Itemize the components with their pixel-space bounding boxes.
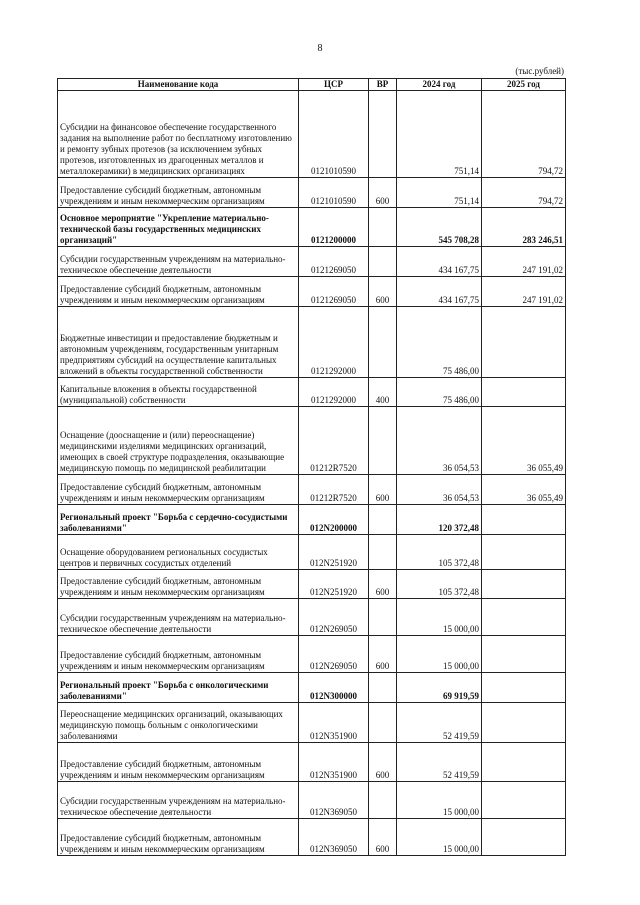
row-name-cell: Переоснащение медицинских организаций, оказывающих медицинскую помощь больным с онкологическими заболеваниями bbox=[58, 703, 299, 743]
row-2025-cell bbox=[482, 535, 566, 570]
row-2024-cell: 69 919,59 bbox=[397, 673, 482, 703]
row-2025-cell bbox=[482, 819, 566, 856]
row-csr-cell: 012N351900 bbox=[299, 743, 369, 782]
row-csr-cell: 012N269050 bbox=[299, 599, 369, 636]
row-name-cell: Субсидии государственным учреждениям на материально-техническое обеспечение деятельности bbox=[58, 247, 299, 277]
row-2024-cell: 105 372,48 bbox=[397, 535, 482, 570]
table-row bbox=[58, 782, 566, 819]
row-vr-cell: 600 bbox=[369, 475, 397, 505]
row-csr-cell: 01212R7520 bbox=[299, 475, 369, 505]
row-2025-cell bbox=[482, 636, 566, 673]
row-2025-cell bbox=[482, 673, 566, 703]
row-name-cell: Предоставление субсидий бюджетным, автономным учреждениям и иным некоммерческим организациям bbox=[58, 277, 299, 307]
row-csr-cell: 012N269050 bbox=[299, 636, 369, 673]
row-csr-cell: 0121269050 bbox=[299, 247, 369, 277]
row-name-cell: Субсидии государственным учреждениям на материально-техническое обеспечение деятельности bbox=[58, 782, 299, 819]
row-2025-cell: 36 055,49 bbox=[482, 407, 566, 475]
table-row bbox=[58, 277, 566, 307]
row-vr-cell bbox=[369, 703, 397, 743]
table-row bbox=[58, 91, 566, 178]
row-2025-cell: 36 055,49 bbox=[482, 475, 566, 505]
row-2024-cell: 434 167,75 bbox=[397, 277, 482, 307]
row-name-cell: Бюджетные инвестиции и предоставление бюджетным и автономным учреждениям, государственным унитарным предприятиям субсидий на осуществление капитальных вложений в объекты государственной собственности bbox=[58, 307, 299, 378]
table-header-row bbox=[58, 79, 566, 91]
row-vr-cell bbox=[369, 208, 397, 247]
page-number: 8 bbox=[317, 43, 323, 54]
table-row bbox=[58, 819, 566, 856]
row-2024-cell: 120 372,48 bbox=[397, 505, 482, 535]
row-vr-cell bbox=[369, 307, 397, 378]
row-2024-cell: 36 054,53 bbox=[397, 407, 482, 475]
row-csr-cell: 012N200000 bbox=[299, 505, 369, 535]
header-csr: ЦСР bbox=[299, 79, 369, 91]
row-2024-cell: 545 708,28 bbox=[397, 208, 482, 247]
row-vr-cell: 600 bbox=[369, 570, 397, 599]
row-name-cell: Предоставление субсидий бюджетным, автономным учреждениям и иным некоммерческим организациям bbox=[58, 636, 299, 673]
row-2024-cell: 52 419,59 bbox=[397, 703, 482, 743]
row-2024-cell: 15 000,00 bbox=[397, 782, 482, 819]
row-2025-cell bbox=[482, 703, 566, 743]
unit-note: (тыс.рублей) bbox=[515, 66, 564, 76]
row-2024-cell: 105 372,48 bbox=[397, 570, 482, 599]
row-name-cell: Капитальные вложения в объекты государственной (муниципальной) собственности bbox=[58, 378, 299, 407]
row-2024-cell: 52 419,59 bbox=[397, 743, 482, 782]
row-2025-cell: 794,72 bbox=[482, 91, 566, 178]
table-row bbox=[58, 673, 566, 703]
row-csr-cell: 0121292000 bbox=[299, 378, 369, 407]
row-2025-cell bbox=[482, 307, 566, 378]
row-vr-cell: 600 bbox=[369, 743, 397, 782]
header-2025: 2025 год bbox=[482, 79, 566, 91]
table-row bbox=[58, 570, 566, 599]
row-2025-cell bbox=[482, 782, 566, 819]
row-2025-cell: 247 191,02 bbox=[482, 277, 566, 307]
header-name: Наименование кода bbox=[58, 79, 299, 91]
row-name-cell: Предоставление субсидий бюджетным, автономным учреждениям и иным некоммерческим организациям bbox=[58, 819, 299, 856]
row-2024-cell: 751,14 bbox=[397, 178, 482, 208]
row-csr-cell: 012N251920 bbox=[299, 570, 369, 599]
table-row bbox=[58, 703, 566, 743]
table-row bbox=[58, 208, 566, 247]
table-row bbox=[58, 407, 566, 475]
row-vr-cell bbox=[369, 535, 397, 570]
row-csr-cell: 012N251920 bbox=[299, 535, 369, 570]
row-vr-cell bbox=[369, 407, 397, 475]
row-2024-cell: 434 167,75 bbox=[397, 247, 482, 277]
row-2025-cell bbox=[482, 378, 566, 407]
row-name-cell: Основное мероприятие "Укрепление материально-технической базы государственных медицинских организаций" bbox=[58, 208, 299, 247]
header-vr: ВР bbox=[369, 79, 397, 91]
row-vr-cell: 400 bbox=[369, 378, 397, 407]
row-2025-cell bbox=[482, 599, 566, 636]
row-vr-cell: 600 bbox=[369, 819, 397, 856]
row-csr-cell: 0121010590 bbox=[299, 91, 369, 178]
row-vr-cell bbox=[369, 782, 397, 819]
row-name-cell: Предоставление субсидий бюджетным, автономным учреждениям и иным некоммерческим организациям bbox=[58, 743, 299, 782]
table-row bbox=[58, 475, 566, 505]
row-csr-cell: 012N300000 bbox=[299, 673, 369, 703]
row-2024-cell: 75 486,00 bbox=[397, 378, 482, 407]
header-2024: 2024 год bbox=[397, 79, 482, 91]
row-csr-cell: 0121269050 bbox=[299, 277, 369, 307]
table-row bbox=[58, 505, 566, 535]
row-name-cell: Региональный проект "Борьба с онкологическими заболеваниями" bbox=[58, 673, 299, 703]
row-vr-cell: 600 bbox=[369, 277, 397, 307]
row-vr-cell: 600 bbox=[369, 636, 397, 673]
row-csr-cell: 012N351900 bbox=[299, 703, 369, 743]
row-name-cell: Субсидии на финансовое обеспечение государственного задания на выполнение работ по бесплатному изготовлению и ремонту зубных протезов (за исключением зубных протезов, изготовленных из драгоценных металлов и металлокерамики) в медицинских организациях bbox=[58, 91, 299, 178]
row-name-cell: Предоставление субсидий бюджетным, автономным учреждениям и иным некоммерческим организациям bbox=[58, 570, 299, 599]
table-row bbox=[58, 178, 566, 208]
row-csr-cell: 012N369050 bbox=[299, 782, 369, 819]
row-csr-cell: 01212R7520 bbox=[299, 407, 369, 475]
table-row bbox=[58, 636, 566, 673]
row-csr-cell: 0121200000 bbox=[299, 208, 369, 247]
row-2025-cell bbox=[482, 743, 566, 782]
row-vr-cell: 600 bbox=[369, 178, 397, 208]
row-2024-cell: 75 486,00 bbox=[397, 307, 482, 378]
row-csr-cell: 0121010590 bbox=[299, 178, 369, 208]
row-2025-cell bbox=[482, 570, 566, 599]
table-row bbox=[58, 743, 566, 782]
row-name-cell: Региональный проект "Борьба с сердечно-сосудистыми заболеваниями" bbox=[58, 505, 299, 535]
table-row bbox=[58, 535, 566, 570]
row-2024-cell: 15 000,00 bbox=[397, 636, 482, 673]
row-name-cell: Предоставление субсидий бюджетным, автономным учреждениям и иным некоммерческим организациям bbox=[58, 475, 299, 505]
row-vr-cell bbox=[369, 91, 397, 178]
budget-table bbox=[57, 78, 566, 856]
row-name-cell: Субсидии государственным учреждениям на материально-техническое обеспечение деятельности bbox=[58, 599, 299, 636]
row-name-cell: Предоставление субсидий бюджетным, автономным учреждениям и иным некоммерческим организациям bbox=[58, 178, 299, 208]
row-vr-cell bbox=[369, 599, 397, 636]
row-2024-cell: 15 000,00 bbox=[397, 599, 482, 636]
row-vr-cell bbox=[369, 673, 397, 703]
row-vr-cell bbox=[369, 505, 397, 535]
row-name-cell: Оснащение оборудованием региональных сосудистых центров и первичных сосудистых отделений bbox=[58, 535, 299, 570]
table-row bbox=[58, 307, 566, 378]
row-csr-cell: 0121292000 bbox=[299, 307, 369, 378]
row-2025-cell: 283 246,51 bbox=[482, 208, 566, 247]
row-2025-cell bbox=[482, 505, 566, 535]
row-2025-cell: 247 191,02 bbox=[482, 247, 566, 277]
row-name-cell: Оснащение (дооснащение и (или) переоснащение) медицинскими изделиями медицинских организаций, имеющих в своей структуре подразделения, оказывающие медицинскую помощь по медицинской реабилитации bbox=[58, 407, 299, 475]
row-2024-cell: 36 054,53 bbox=[397, 475, 482, 505]
row-vr-cell bbox=[369, 247, 397, 277]
row-2025-cell: 794,72 bbox=[482, 178, 566, 208]
row-2024-cell: 15 000,00 bbox=[397, 819, 482, 856]
table-row bbox=[58, 599, 566, 636]
row-csr-cell: 012N369050 bbox=[299, 819, 369, 856]
table-row bbox=[58, 247, 566, 277]
row-2024-cell: 751,14 bbox=[397, 91, 482, 178]
table-row bbox=[58, 378, 566, 407]
